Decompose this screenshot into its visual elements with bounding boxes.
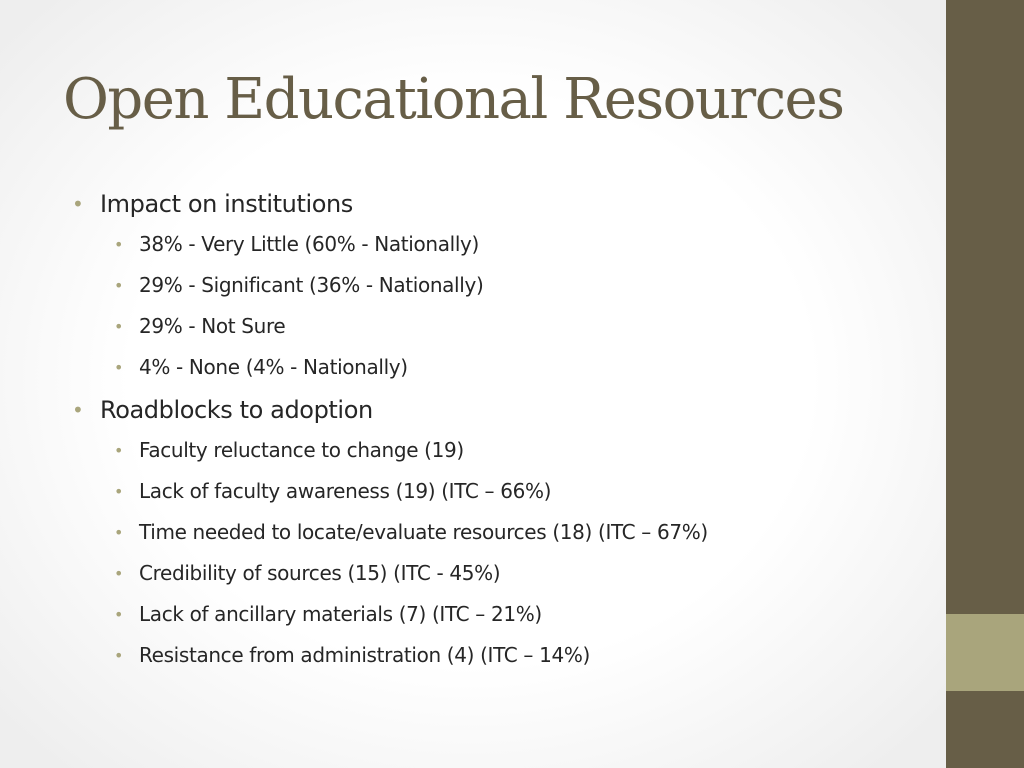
bullet-dot-icon: •	[114, 646, 124, 665]
sub-bullet-text: Lack of faculty awareness (19) (ITC – 66%)	[139, 479, 552, 503]
sub-bullet-list	[100, 224, 932, 388]
slide-title: Open Educational Resources	[63, 67, 844, 132]
sub-bullet-text: Time needed to locate/evaluate resources (18) (ITC – 67%)	[139, 520, 708, 544]
bullet-dot-icon: •	[114, 482, 124, 501]
bullet-text: Impact on institutions	[100, 190, 353, 218]
bullet-dot-icon: •	[114, 523, 124, 542]
sub-bullet-item	[106, 471, 932, 512]
sub-bullet-item	[106, 224, 932, 265]
bullet-dot-icon: •	[114, 605, 124, 624]
bullet-dot-icon: •	[114, 441, 124, 460]
bullet-text: Roadblocks to adoption	[100, 396, 373, 424]
sub-bullet-text: Lack of ancillary materials (7) (ITC – 21%)	[139, 602, 542, 626]
bullet-dot-icon: •	[114, 358, 124, 377]
sub-bullet-item	[106, 430, 932, 471]
sub-bullet-text: Resistance from administration (4) (ITC – 14%)	[139, 643, 590, 667]
sub-bullet-item	[106, 594, 932, 635]
sub-bullet-item	[106, 306, 932, 347]
bullet-roadblocks-to-adoption	[72, 390, 932, 676]
sub-bullet-text: Credibility of sources (15) (ITC - 45%)	[139, 561, 501, 585]
sub-bullet-text: 29% - Significant (36% - Nationally)	[139, 273, 484, 297]
bullet-dot-icon: •	[114, 235, 124, 254]
sub-bullet-item	[106, 512, 932, 553]
sub-bullet-text: 29% - Not Sure	[139, 314, 286, 338]
bullet-dot-icon: •	[114, 276, 124, 295]
sub-bullet-list	[100, 430, 932, 676]
sub-bullet-text: 38% - Very Little (60% - Nationally)	[139, 232, 479, 256]
slide-content	[72, 184, 932, 678]
bullet-dot-icon: •	[114, 564, 124, 583]
bullet-dot-icon: •	[114, 317, 124, 336]
bullet-impact-on-institutions	[72, 184, 932, 388]
bullet-dot-icon: •	[72, 192, 84, 216]
sub-bullet-item	[106, 553, 932, 594]
sub-bullet-item	[106, 265, 932, 306]
side-accent-block	[946, 614, 1024, 691]
bullet-list	[72, 184, 932, 676]
sub-bullet-item	[106, 347, 932, 388]
sub-bullet-text: Faculty reluctance to change (19)	[139, 438, 464, 462]
bullet-dot-icon: •	[72, 398, 84, 422]
sub-bullet-text: 4% - None (4% - Nationally)	[139, 355, 408, 379]
sub-bullet-item	[106, 635, 932, 676]
